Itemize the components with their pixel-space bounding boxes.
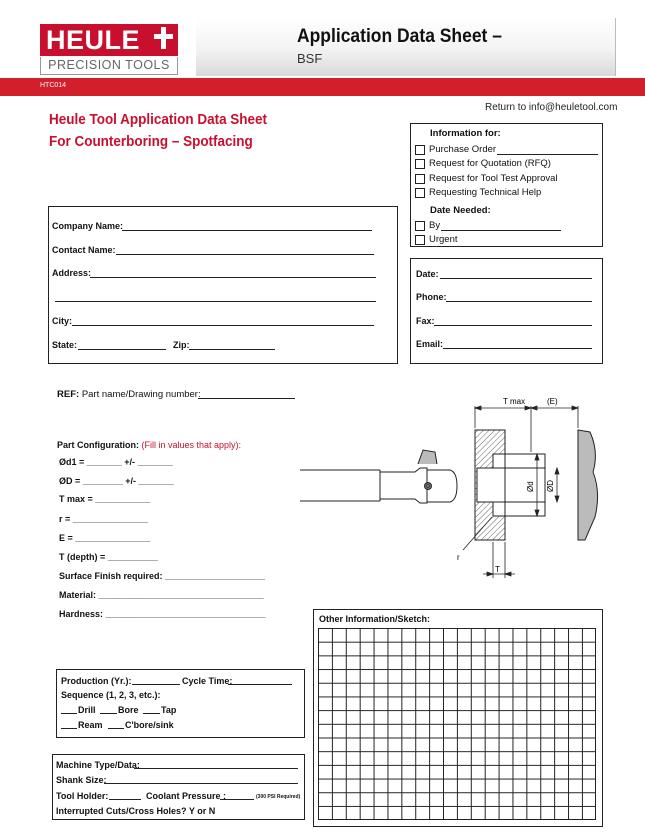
ream-field[interactable] [61,728,77,729]
test-approval-checkbox[interactable] [415,174,425,184]
state-label: State: [52,340,78,350]
address-field-2[interactable] [55,301,376,302]
drill-field[interactable] [61,713,77,714]
city-label: City: [52,316,72,326]
holder-field[interactable] [109,799,141,800]
E-field[interactable]: E = _______________ [59,533,151,543]
date-field[interactable] [440,278,592,279]
machine-type-field[interactable] [134,768,298,769]
D-field[interactable]: ØD = ________ +/- _______ [59,476,174,486]
cycle-label: Cycle Time: [182,676,233,686]
counterbore-diagram [295,392,615,587]
contact-field[interactable] [116,254,374,255]
part-config-title: Part Configuration: [57,440,139,450]
by-checkbox[interactable] [415,221,425,231]
date-needed-heading: Date Needed: [430,205,491,216]
T-field[interactable]: T (depth) = __________ [59,552,158,562]
sketch-heading: Other Information/Sketch: [319,614,431,624]
heule-logo [40,24,178,56]
fax-label: Fax: [416,316,435,326]
tap-label: Tap [161,705,177,715]
email-field[interactable] [443,348,592,349]
page-subtitle: BSF [297,51,323,66]
tech-help-label: Requesting Technical Help [429,187,542,198]
ref-field[interactable] [198,398,295,399]
shank-label: Shank Size: [56,775,107,785]
company-label: Company Name: [52,221,124,231]
zip-label: Zip: [173,340,190,350]
tech-help-checkbox[interactable] [415,188,425,198]
doc-code: HTC014 [40,82,67,89]
shank-field[interactable] [104,783,298,784]
bore-field[interactable] [100,713,117,714]
coolant-label: Coolant Pressure : [146,791,227,801]
machine-type-label: Machine Type/Data: [56,760,140,770]
bore-label: Bore [118,705,139,715]
r-field[interactable]: r = _______________ [59,514,148,524]
date-label: Date: [416,269,439,279]
holder-label: Tool Holder: [56,791,109,801]
hardness-field[interactable]: Hardness: ________________________________ [59,609,266,619]
ref-text: Part name/Drawing number: [81,389,201,400]
plus-icon [151,24,175,56]
address-label: Address: [52,268,92,278]
interrupted-label: Interrupted Cuts/Cross Holes? Y or N [56,806,216,816]
by-line[interactable] [441,230,561,231]
zip-field[interactable] [189,349,275,350]
by-label: By [429,220,441,231]
coolant-field[interactable] [220,799,254,800]
email-label: Email: [416,339,444,349]
red-banner [0,78,645,96]
sketch-grid[interactable] [318,628,596,820]
fax-field[interactable] [434,325,592,326]
sequence-label: Sequence (1, 2, 3, etc.): [61,690,161,700]
D-dim: ØD [546,480,555,492]
ref-row [57,389,201,400]
rfq-label: Request for Quotation (RFQ) [429,158,551,169]
phone-label: Phone: [416,292,447,302]
logo-subtitle: PRECISION TOOLS [40,57,178,75]
cbore-label: C'bore/sink [125,720,174,730]
d1-field[interactable]: Ød1 = _______ +/- _______ [59,457,173,467]
d1-dim: Ød [526,481,535,492]
contact-label: Contact Name: [52,245,116,255]
tool-shaft [300,450,457,503]
psi-note: (300 PSI Required) [256,794,301,800]
purchase-order-line[interactable] [497,154,598,155]
rfq-checkbox[interactable] [415,159,425,169]
urgent-label: Urgent [429,234,458,245]
part-config-heading [57,440,241,450]
cbore-field[interactable] [108,728,124,729]
t-dim: T [495,565,500,574]
page-title: Application Data Sheet – [297,26,502,47]
tap-field[interactable] [143,713,160,714]
production-label: Production (Yr.): [61,676,132,686]
workpiece [475,430,598,540]
finish-field[interactable]: Surface Finish required: ____________________ [59,571,266,581]
sheet-title-1: Heule Tool Application Data Sheet [49,112,268,128]
info-heading: Information for: [430,128,501,139]
purchase-order-checkbox[interactable] [415,145,425,155]
production-field[interactable] [132,684,180,685]
return-address[interactable]: Return to info@heuletool.com [485,102,618,113]
company-field[interactable] [122,230,372,231]
test-approval-label: Request for Tool Test Approval [429,173,558,184]
city-field[interactable] [72,325,374,326]
sheet-title-2: For Counterboring – Spotfacing [49,134,253,150]
ref-label: REF: [57,389,80,400]
part-config-note: (Fill in values that apply): [141,440,242,450]
urgent-checkbox[interactable] [415,235,425,245]
ream-label: Ream [78,720,103,730]
e-dim: (E) [547,397,558,406]
phone-field[interactable] [446,301,592,302]
purchase-order-label: Purchase Order [429,144,497,155]
address-field-1[interactable] [90,277,376,278]
material-field[interactable]: Material: _________________________________ [59,590,264,600]
drill-label: Drill [78,705,96,715]
tmax-dim: T max [503,397,526,406]
r-dim: r [457,553,460,562]
tmax-field[interactable]: T max = ___________ [59,494,151,504]
logo-text: HEULE [46,25,141,55]
state-field[interactable] [78,349,166,350]
cycle-field[interactable] [228,684,292,685]
